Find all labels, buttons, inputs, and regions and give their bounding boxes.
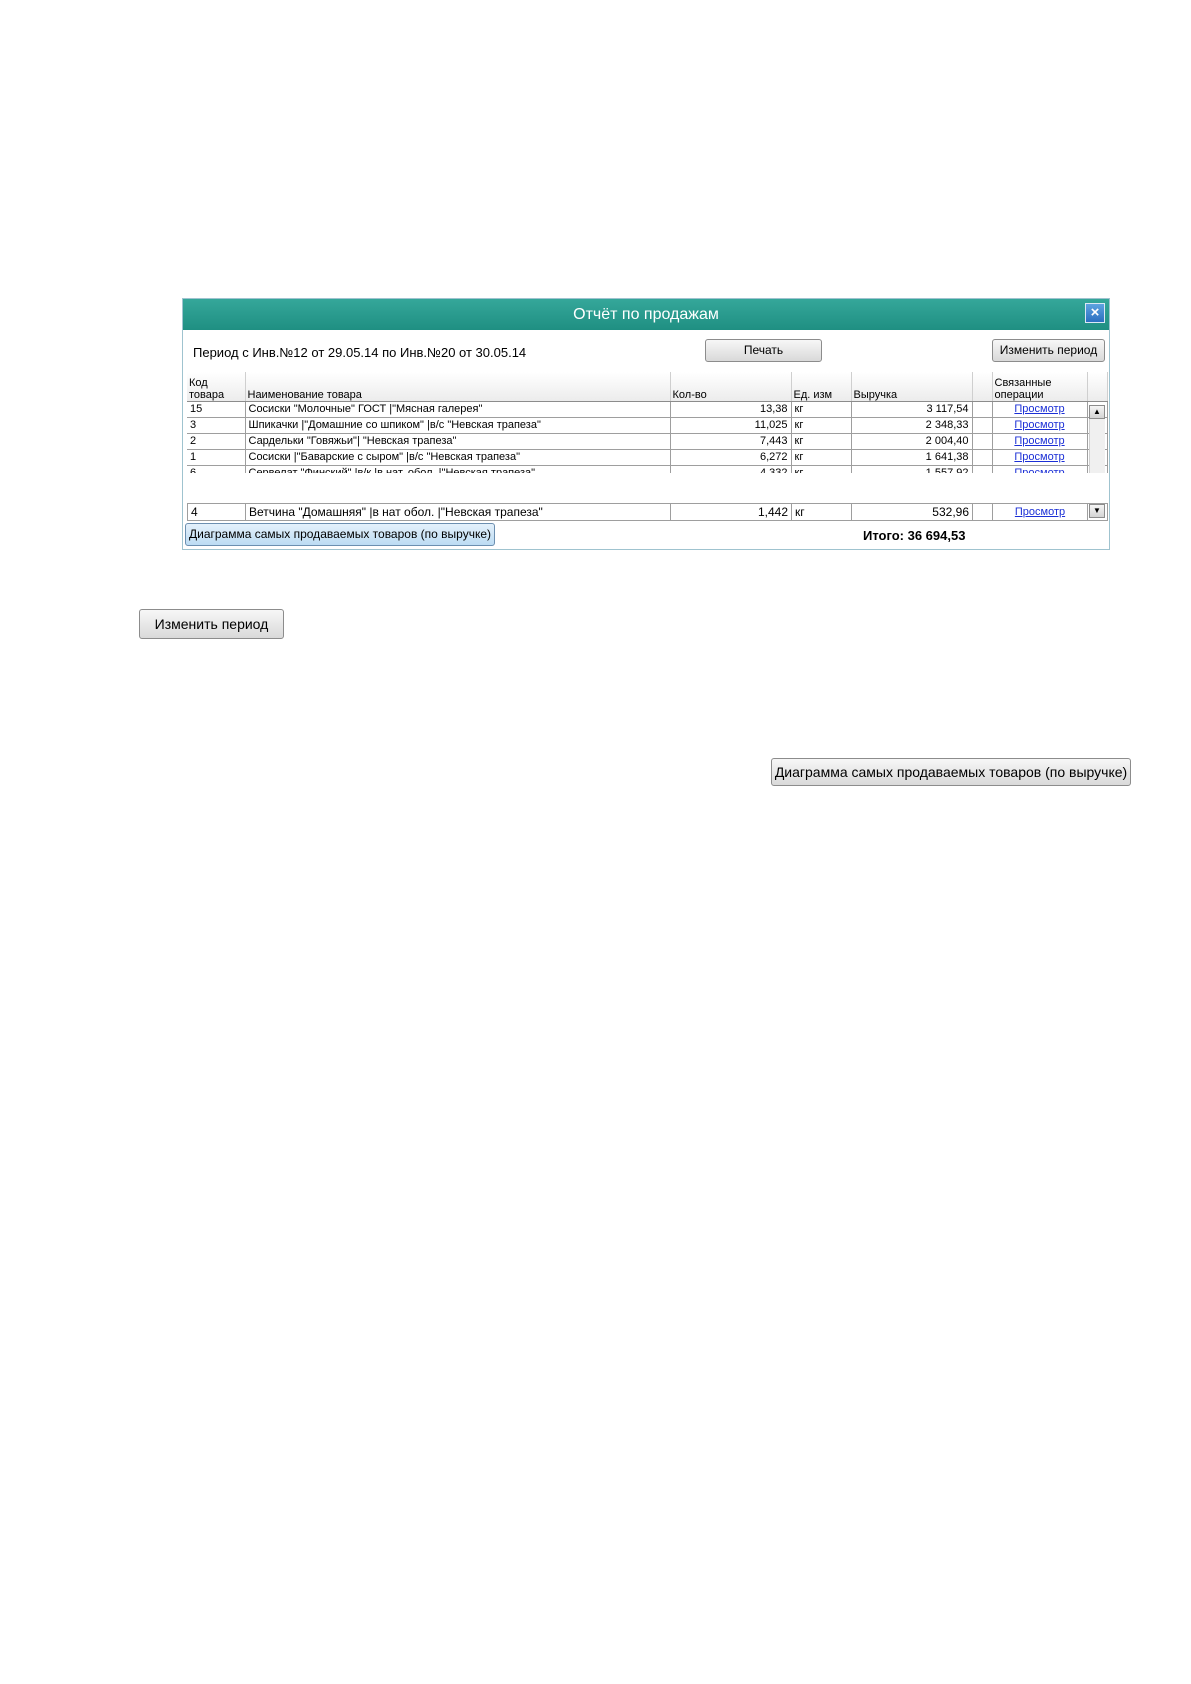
scroll-down-icon[interactable]: ▼ bbox=[1089, 504, 1105, 518]
view-link[interactable]: Просмотр bbox=[1014, 403, 1065, 415]
column-header bbox=[972, 372, 992, 402]
table-row[interactable] bbox=[187, 402, 1107, 418]
cell-unit: кг bbox=[791, 402, 851, 418]
cell-op bbox=[992, 450, 1087, 466]
cell-unit: кг bbox=[791, 434, 851, 450]
cell-name: Ветчина "Домашняя" |в нат обол. |"Невская трапеза" bbox=[246, 504, 671, 521]
column-header bbox=[1087, 372, 1107, 402]
cell-unit: кг bbox=[791, 418, 851, 434]
cell-code: 2 bbox=[187, 434, 245, 450]
column-header[interactable]: Связанные операции bbox=[992, 372, 1087, 402]
change-period-button-enlarged[interactable]: Изменить период bbox=[139, 609, 284, 639]
cell-revenue: 2 004,40 bbox=[851, 434, 972, 450]
cell-name: Сосиски |"Баварские с сыром" |в/с "Невская трапеза" bbox=[245, 450, 670, 466]
cell-empty bbox=[972, 402, 992, 418]
cell-code: 4 bbox=[188, 504, 246, 521]
cell-code: 3 bbox=[187, 418, 245, 434]
cell-revenue: 1 641,38 bbox=[851, 450, 972, 466]
sales-table-last-row bbox=[187, 503, 1108, 521]
cell-name: Шпикачки |"Домашние со шпиком" |в/с "Невская трапеза" bbox=[245, 418, 670, 434]
cell-empty bbox=[972, 434, 992, 450]
column-header[interactable]: Выручка bbox=[851, 372, 972, 402]
screenshot-gap bbox=[183, 473, 1109, 503]
sales-table bbox=[187, 372, 1108, 482]
table-row[interactable] bbox=[188, 504, 1108, 521]
table-row[interactable] bbox=[187, 434, 1107, 450]
dialog-titlebar bbox=[183, 299, 1109, 330]
cell-empty bbox=[973, 504, 993, 521]
chart-button-enlarged[interactable]: Диаграмма самых продаваемых товаров (по выручке) bbox=[771, 758, 1131, 786]
cell-code: 1 bbox=[187, 450, 245, 466]
total-text: Итого: 36 694,53 bbox=[863, 528, 966, 543]
cell-empty bbox=[972, 418, 992, 434]
dialog-title: Отчёт по продажам bbox=[573, 306, 719, 323]
sales-report-dialog bbox=[182, 298, 1110, 550]
cell-qty: 1,442 bbox=[671, 504, 792, 521]
cell-name: Сардельки "Говяжьи"| "Невская трапеза" bbox=[245, 434, 670, 450]
cell-code: 15 bbox=[187, 402, 245, 418]
cell-qty: 13,38 bbox=[670, 402, 791, 418]
cell-unit: кг bbox=[792, 504, 852, 521]
column-header[interactable]: Наименование товара bbox=[245, 372, 670, 402]
column-header[interactable]: Кол-во bbox=[670, 372, 791, 402]
cell-revenue: 3 117,54 bbox=[851, 402, 972, 418]
chart-button[interactable]: Диаграмма самых продаваемых товаров (по выручке) bbox=[185, 523, 495, 546]
cell-qty: 6,272 bbox=[670, 450, 791, 466]
view-link[interactable]: Просмотр bbox=[1014, 435, 1065, 447]
cell-op bbox=[992, 402, 1087, 418]
table-header bbox=[187, 372, 1107, 402]
cell-name: Сосиски "Молочные" ГОСТ |"Мясная галерея" bbox=[245, 402, 670, 418]
period-text: Период с Инв.№12 от 29.05.14 по Инв.№20 от 30.05.14 bbox=[193, 345, 527, 360]
cell-op bbox=[992, 418, 1087, 434]
scrollbar-track[interactable] bbox=[1089, 419, 1105, 473]
cell-qty: 11,025 bbox=[670, 418, 791, 434]
view-link[interactable]: Просмотр bbox=[1014, 419, 1065, 431]
cell-qty: 7,443 bbox=[670, 434, 791, 450]
change-period-button[interactable]: Изменить период bbox=[992, 339, 1105, 362]
cell-revenue: 532,96 bbox=[852, 504, 973, 521]
close-icon[interactable]: × bbox=[1085, 303, 1105, 323]
cell-revenue: 2 348,33 bbox=[851, 418, 972, 434]
table-row[interactable] bbox=[187, 450, 1107, 466]
table-row[interactable] bbox=[187, 418, 1107, 434]
scroll-up-icon[interactable]: ▲ bbox=[1089, 405, 1105, 419]
column-header[interactable]: Ед. изм bbox=[791, 372, 851, 402]
view-link[interactable]: Просмотр bbox=[1014, 451, 1065, 463]
column-header[interactable]: Код товара bbox=[187, 372, 245, 402]
cell-unit: кг bbox=[791, 450, 851, 466]
cell-empty bbox=[972, 450, 992, 466]
cell-op bbox=[993, 504, 1088, 521]
cell-op bbox=[992, 434, 1087, 450]
view-link[interactable]: Просмотр bbox=[1014, 506, 1066, 518]
print-button[interactable]: Печать bbox=[705, 339, 822, 362]
